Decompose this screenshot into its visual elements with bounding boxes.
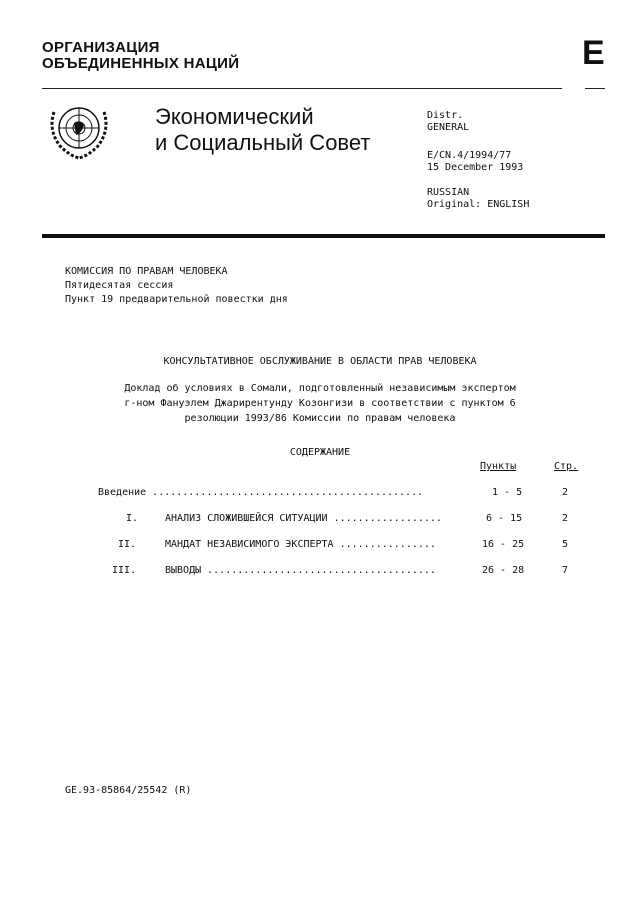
toc-row: III. ВЫВОДЫ ...................................... 26 - 28 7 (112, 565, 569, 576)
session-info: КОМИССИЯ ПО ПРАВАМ ЧЕЛОВЕКА Пятидесятая сессия Пункт 19 предварительной повестки дня (65, 266, 288, 305)
council-name: Экономический и Социальный Совет (155, 104, 371, 155)
language-block: RUSSIAN Original: ENGLISH (427, 187, 530, 210)
toc-row: Введение ............................................. 1 - 5 2 (98, 487, 569, 498)
contents-heading: СОДЕРЖАНИЕ (289, 447, 351, 458)
header-rule (42, 234, 605, 238)
toc-row: II. МАНДАТ НЕЗАВИСИМОГО ЭКСПЕРТА ................ 16 - 25 5 (118, 539, 569, 550)
col-paragraphs-header: Пункты (480, 461, 517, 472)
top-divider-short (585, 88, 605, 89)
organization-name: ОРГАНИЗАЦИЯ ОБЪЕДИНЕННЫХ НАЦИЙ (42, 39, 240, 72)
document-title: КОНСУЛЬТАТИВНОЕ ОБСЛУЖИВАНИЕ В ОБЛАСТИ ПРАВ ЧЕЛОВЕКА (163, 356, 477, 367)
col-page-header: Стр. (554, 461, 579, 472)
language-letter: E (582, 34, 605, 72)
toc-row: I. АНАЛИЗ СЛОЖИВШЕЙСЯ СИТУАЦИИ .................. 6 - 15 2 (126, 513, 569, 524)
distribution-block: Distr. GENERAL (427, 110, 470, 133)
symbol-block: E/CN.4/1994/77 15 December 1993 (427, 150, 524, 173)
top-divider (42, 88, 562, 89)
job-number: GE.93-85864/25542 (R) (65, 785, 192, 796)
document-subtitle: Доклад об условиях в Сомали, подготовленный независимым экспертом г-ном Фануэлем Джарирентунду Козонгизи в соответствии с пунктом 6 резолюции 1993/86 Комиссии по правам человека (124, 383, 516, 424)
un-emblem-icon (46, 98, 112, 162)
